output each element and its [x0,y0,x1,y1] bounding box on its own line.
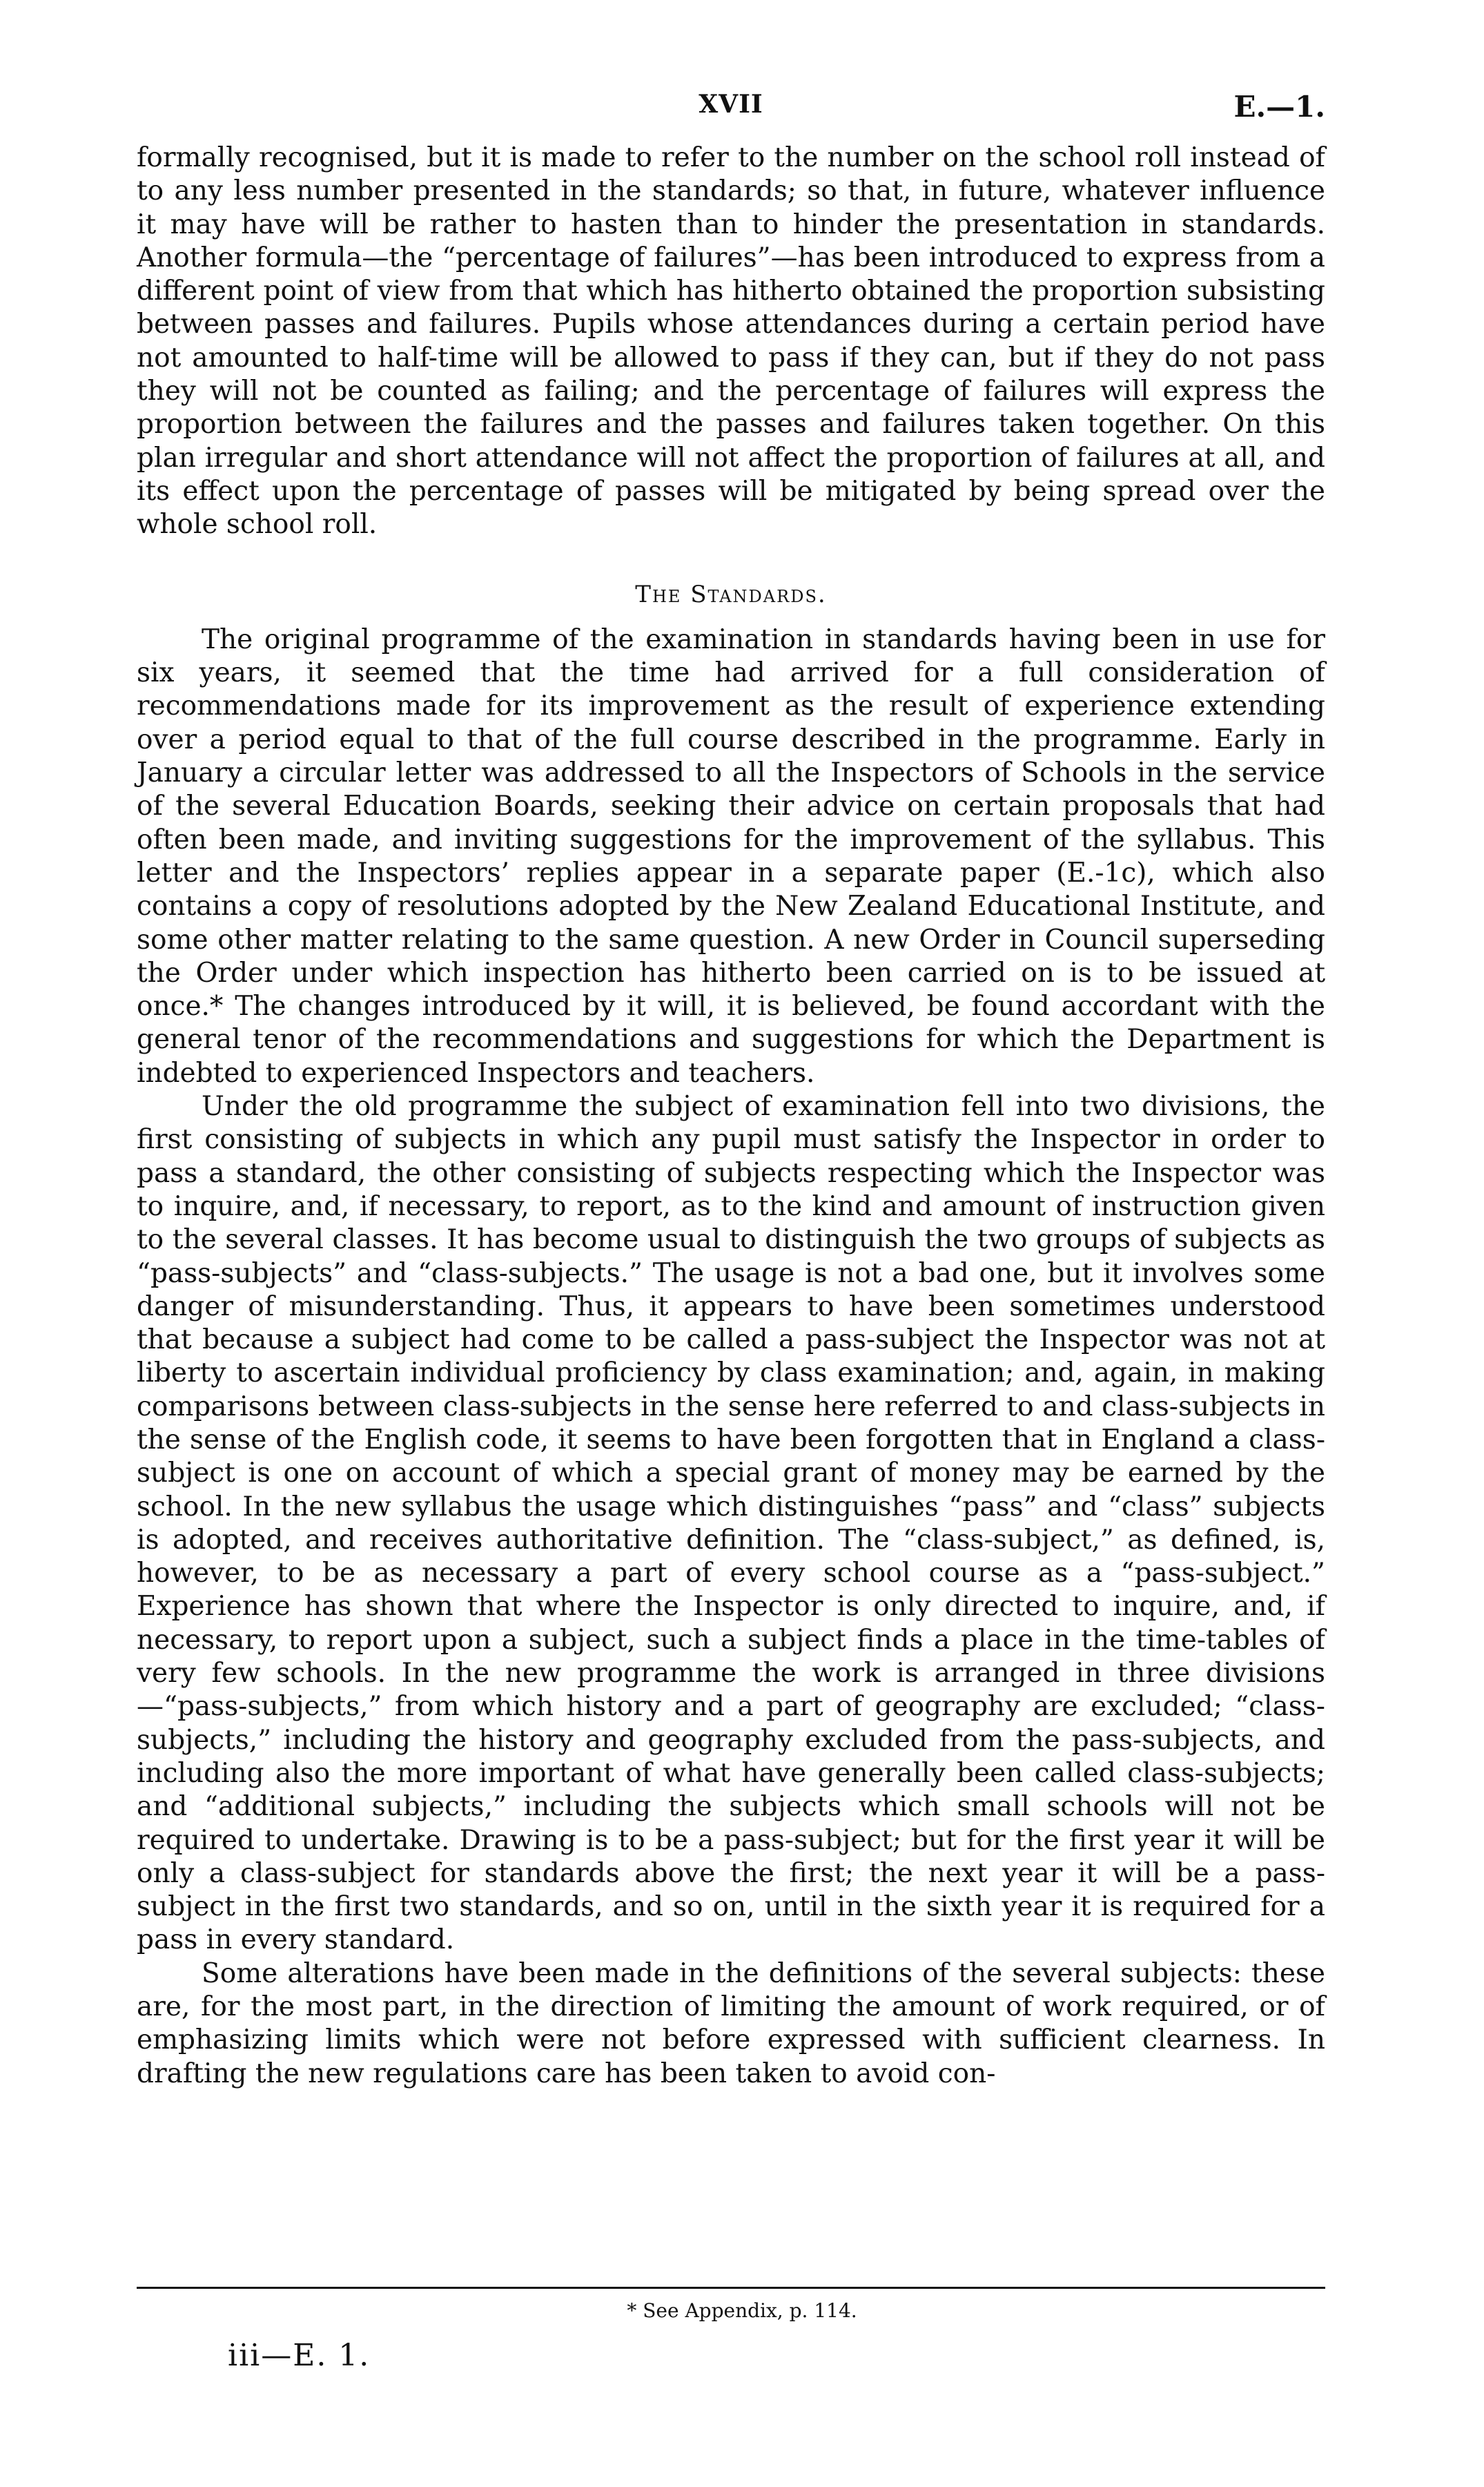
page-number: XVII [699,90,763,119]
body-text [137,142,1325,2091]
section-heading: The Standards. [635,580,827,608]
section-paragraph: Under the old programme the subject of examination fell into two divisions, the first consisting of subjects in which any pupil must satisfy the Inspector in order to pass a standard, the other consisting of subjects respecting which the Inspector was to inquire, and, if necessary, to report, as to the kind and amount of instruction given to the several classes. It has become usual to distinguish the two groups of subjects as “pass-subjects” and “class-subjects.” The usage is not a bad one, but it involves some danger of misunderstanding. Thus, it appears to have been sometimes understood that because a subject had come to be called a pass-subject the Inspector was not at liberty to ascertain individual proficiency by class examination; and, again, in making comparisons between class-subjects in the sense here referred to and class-subjects in the sense of the English code, it seems to have been forgotten that in England a class-subject is one on account of which a special grant of money may be earned by the school. In the new syllabus the usage which distinguishes “pass” and “class” subjects is adopted, and receives authoritative definition. The “class-subject,” as defined, is, however, to be as necessary a part of every school course as a “pass-subject.” Experience has shown that where the Inspector is only directed to inquire, and, if necessary, to report upon a subject, such a subject finds a place in the time-tables of very few schools. In the new programme the work is arranged in three divisions—“pass-subjects,” from which history and a part of geography are excluded; “class-subjects,” including the history and geography excluded from the pass-subjects, and including also the more important of what have generally been called class-subjects; and “additional subjects,” including the subjects which small schools will not be required to undertake. Drawing is to be a pass-subject; but for the first year it will be only a class-subject for standards above the first; the next year it will be a pass-subject in the first two standards, and so on, until in the sixth year it is required for a pass in every standard. [137,1091,1325,1956]
intro-paragraph: formally recognised, but it is made to refer to the number on the school roll instead of to any less number presented in the standards; so that, in future, whatever influence it may have will be rather to hasten than to hinder the presentation in standards. Another formula—the “percentage of failures”—has been introduced to express from a different point of view from that which has hitherto obtained the proportion subsisting between passes and failures. Pupils whose attendances during a certain period have not amounted to half-time will be allowed to pass if they can, but if they do not pass they will not be counted as failing; and the percentage of failures will express the proportion between the failures and the passes and failures taken together. On this plan irregular and short attendance will not affect the proportion of failures at all, and its effect upon the percentage of passes will be mitigated by being spread over the whole school roll. [137,142,1325,541]
footnote: * See Appendix, p. 114. [627,2299,857,2322]
signature-mark: iii—E. 1. [228,2338,371,2373]
section-paragraph: Some alterations have been made in the definitions of the several subjects: these are, for the most part, in the direction of limiting the amount of work required, or of emphasizing limits which were not before expressed with sufficient clearness. In drafting the new regulations care has been taken to avoid con- [137,1957,1325,2089]
page-header [137,90,1325,131]
section-paragraph: The original programme of the examination in standards having been in use for six years, it seemed that the time had arrived for a full consideration of recommendations made for its improvement as the result of experience extending over a period equal to that of the full course described in the programme. Early in January a circular letter was addressed to all the Inspectors of Schools in the service of the several Education Boards, seeking their advice on certain proposals that had often been made, and inviting suggestions for the improvement of the syllabus. This letter and the Inspectors’ replies appear in a separate paper (E.-1c), which also contains a copy of resolutions adopted by the New Zealand Educational Institute, and some other matter relating to the same question. A new Order in Council superseding the Order under which inspection has hitherto been carried on is to be issued at once.* The changes introduced by it will, it is believed, be found accordant with the general tenor of the recommendations and suggestions for which the Department is indebted to experienced Inspectors and teachers. [137,623,1325,1089]
document-reference: E.—1. [1233,90,1325,124]
footnote-divider [137,2287,1325,2289]
